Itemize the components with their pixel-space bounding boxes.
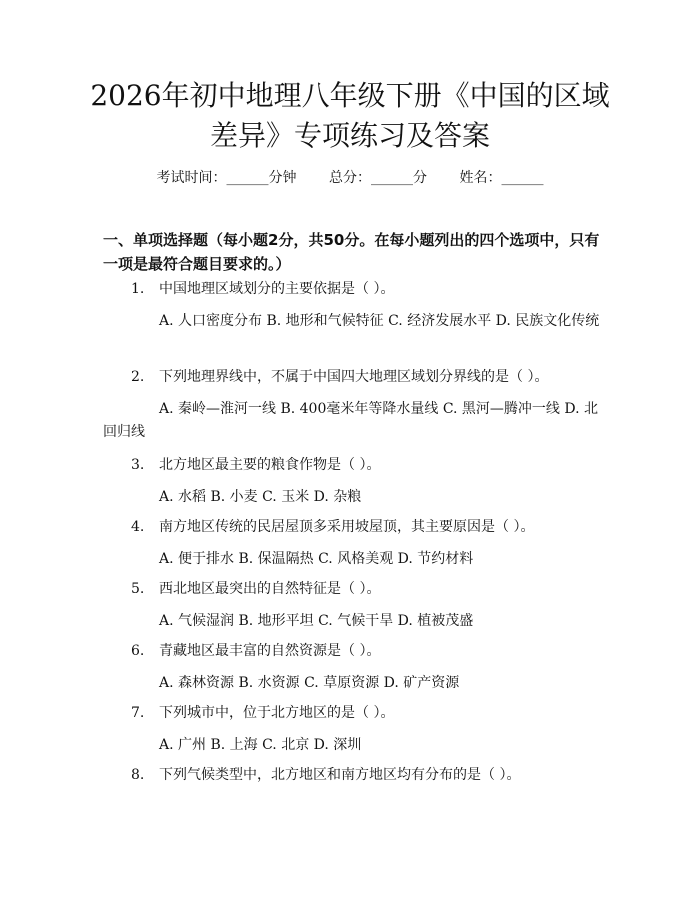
question-number: 8. xyxy=(131,767,145,783)
question-options: A. 森林资源 B. 水资源 C. 草原资源 D. 矿产资源 xyxy=(159,675,460,691)
question-text: 中国地理区域划分的主要依据是（ ）。 xyxy=(159,281,395,297)
question-list xyxy=(103,278,601,786)
question-number: 2. xyxy=(131,369,145,385)
question-text: 西北地区最突出的自然特征是（ ）。 xyxy=(159,581,381,597)
question-number: 4. xyxy=(131,519,145,535)
student-name-field: 姓名：______ xyxy=(459,170,544,186)
question-stem xyxy=(103,278,601,300)
question-options: A. 便于排水 B. 保温隔热 C. 风格美观 D. 节约材料 xyxy=(159,551,474,567)
question-stem xyxy=(103,366,601,388)
question-text: 北方地区最主要的粮食作物是（ ）。 xyxy=(159,457,381,473)
exam-meta xyxy=(0,168,700,188)
question-item xyxy=(103,702,601,753)
question-number: 3. xyxy=(131,457,145,473)
question-options: A. 秦岭—淮河一线 B. 400毫米年等降水量线 C. 黑河—腾冲一线 D. 北回归线 xyxy=(103,401,599,440)
section-heading-single-choice: 一、单项选择题（每小题2分，共50分。在每小题列出的四个选项中，只有一项是最符合题目要求的。） xyxy=(103,231,600,273)
question-number: 6. xyxy=(131,643,145,659)
question-options: A. 气候湿润 B. 地形平坦 C. 气候干旱 D. 植被茂盛 xyxy=(159,613,474,629)
question-options: A. 人口密度分布 B. 地形和气候特征 C. 经济发展水平 D. 民族文化传统 xyxy=(159,313,600,329)
question-stem xyxy=(103,454,601,476)
question-item xyxy=(103,578,601,629)
question-stem xyxy=(103,578,601,600)
question-item xyxy=(103,454,601,505)
document-title: 2026年初中地理八年级下册《中国的区域差异》专项练习及答案 xyxy=(90,79,610,152)
total-score-field: 总分：______分 xyxy=(329,170,427,186)
question-item xyxy=(103,516,601,567)
question-item xyxy=(103,640,601,691)
question-text: 南方地区传统的民居屋顶多采用坡屋顶，其主要原因是（ ）。 xyxy=(159,519,535,535)
exam-time-field: 考试时间：______分钟 xyxy=(156,170,297,186)
question-item xyxy=(103,278,601,342)
question-options: A. 广州 B. 上海 C. 北京 D. 深圳 xyxy=(159,737,362,753)
question-stem xyxy=(103,640,601,662)
question-stem xyxy=(103,516,601,538)
question-options: A. 水稻 B. 小麦 C. 玉米 D. 杂粮 xyxy=(159,489,362,505)
question-number: 1. xyxy=(131,281,145,297)
question-number: 5. xyxy=(131,581,145,597)
question-item xyxy=(103,764,601,786)
question-text: 下列城市中，位于北方地区的是（ ）。 xyxy=(159,705,395,721)
question-text: 青藏地区最丰富的自然资源是（ ）。 xyxy=(159,643,381,659)
question-stem xyxy=(103,702,601,724)
question-stem xyxy=(103,764,601,786)
question-number: 7. xyxy=(131,705,145,721)
question-item xyxy=(103,366,601,440)
question-text: 下列气候类型中，北方地区和南方地区均有分布的是（ ）。 xyxy=(159,767,521,783)
question-text: 下列地理界线中，不属于中国四大地理区域划分界线的是（ ）。 xyxy=(159,369,549,385)
